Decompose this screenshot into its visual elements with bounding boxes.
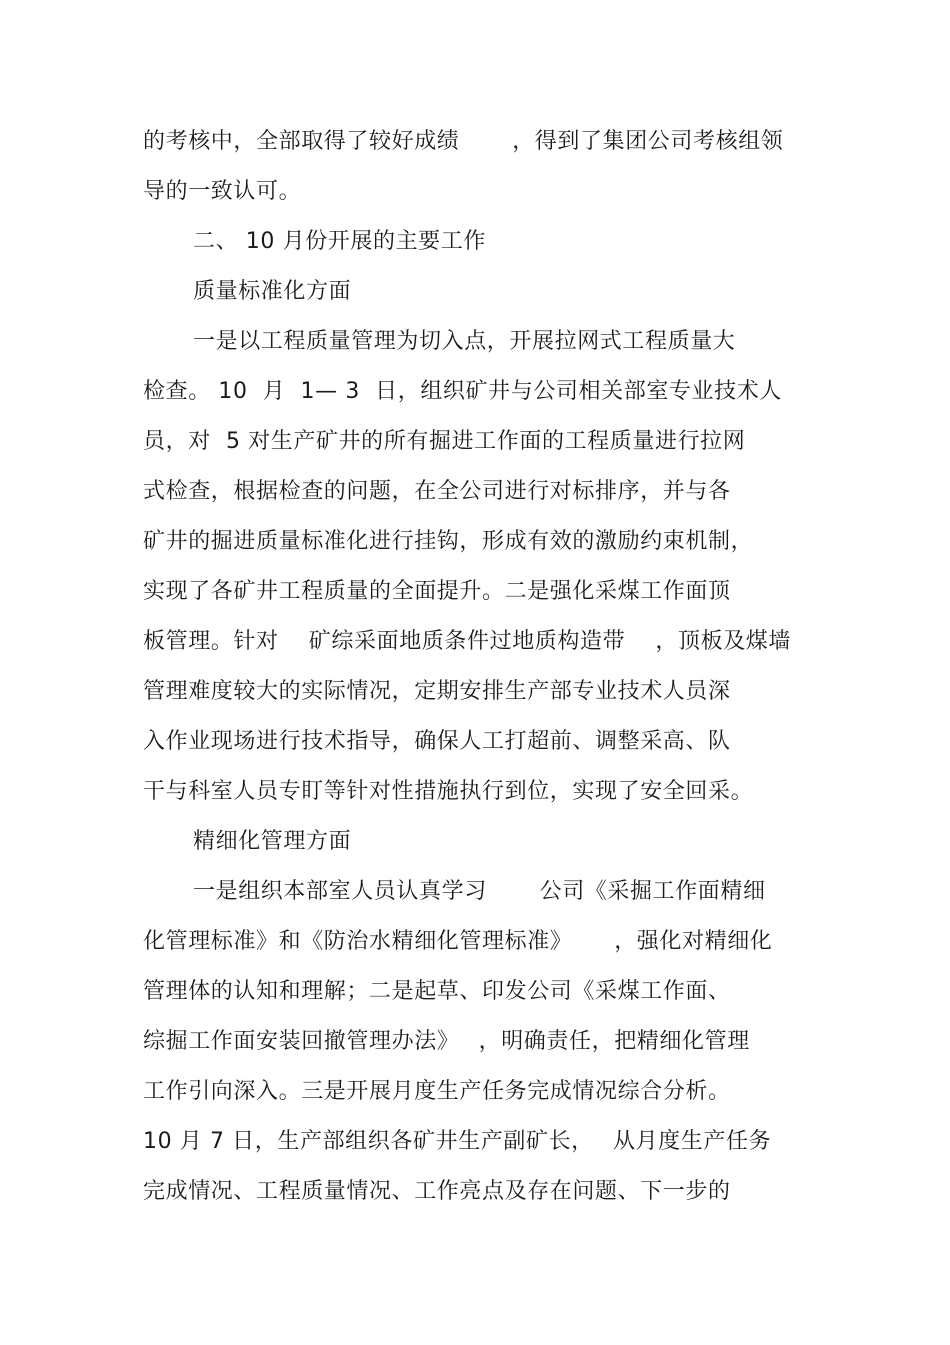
- paragraph-line: 工作引向深入。三是开展月度生产任务完成情况综合分析。: [143, 1079, 731, 1104]
- subsection-heading: 精细化管理方面: [193, 829, 352, 854]
- paragraph-line: 矿井的掘进质量标准化进行挂钩，形成有效的激励约束机制，: [143, 529, 754, 554]
- paragraph-line: 一是以工程质量管理为切入点，开展拉网式工程质量大: [193, 329, 736, 354]
- paragraph-line: 化管理标准》和《防治水精细化管理标准》 ，强化对精细化: [143, 929, 773, 954]
- paragraph-line: 式检查，根据检查的问题，在全公司进行对标排序，并与各: [143, 479, 731, 504]
- paragraph-line: 板管理。针对 矿综采面地质条件过地质构造带 ，顶板及煤墙: [143, 629, 791, 654]
- paragraph-line: 导的一致认可。: [143, 179, 302, 204]
- paragraph-line: 实现了各矿井工程质量的全面提升。二是强化采煤工作面顶: [143, 579, 731, 604]
- paragraph-line: 入作业现场进行技术指导，确保人工打超前、调整采高、队: [143, 729, 731, 754]
- paragraph-line: 管理难度较大的实际情况，定期安排生产部专业技术人员深: [143, 679, 731, 704]
- paragraph-line: 完成情况、工程质量情况、工作亮点及存在问题、下一步的: [143, 1179, 731, 1204]
- paragraph-line: 综掘工作面安装回撤管理办法》 ，明确责任，把精细化管理: [143, 1029, 750, 1054]
- subsection-heading: 质量标准化方面: [193, 279, 352, 304]
- paragraph-line: 检查。 10 月 1— 3 日，组织矿井与公司相关部室专业技术人: [143, 379, 782, 404]
- paragraph-line: 管理体的认知和理解；二是起草、印发公司《采煤工作面、: [143, 979, 731, 1004]
- paragraph-line: 的考核中，全部取得了较好成绩 ，得到了集团公司考核组领: [143, 129, 784, 154]
- paragraph-line: 一是组织本部室人员认真学习 公司《采掘工作面精细: [193, 879, 766, 904]
- section-heading: 二、 10 月份开展的主要工作: [193, 229, 486, 254]
- paragraph-line: 员，对 5 对生产矿井的所有掘进工作面的工程质量进行拉网: [143, 429, 746, 454]
- paragraph-line: 10 月 7 日，生产部组织各矿井生产副矿长， 从月度生产任务: [143, 1129, 772, 1154]
- paragraph-line: 干与科室人员专盯等针对性措施执行到位，实现了安全回采。: [143, 779, 754, 804]
